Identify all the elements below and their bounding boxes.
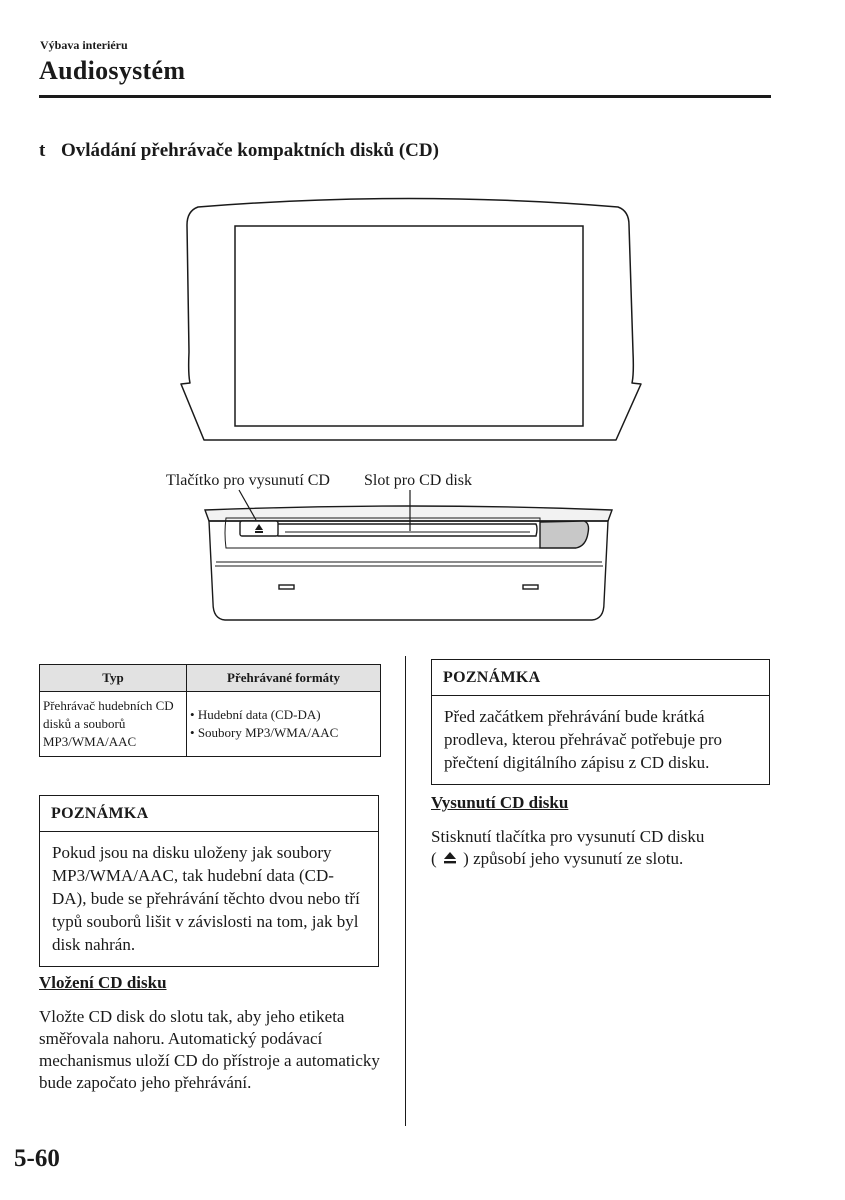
column-divider bbox=[405, 656, 406, 1126]
section-label: Výbava interiéru bbox=[40, 38, 128, 52]
format-item: • Soubory MP3/WMA/AAC bbox=[190, 724, 377, 742]
table-cell-type: Přehrávač hudebních CD disků a souborů MP3/WMA/AAC bbox=[40, 692, 187, 757]
cd-slot-callout: Slot pro CD disk bbox=[364, 472, 473, 489]
eject-text-before: Stisknutí tlačítka pro vysunutí CD disku bbox=[431, 827, 705, 846]
eject-button-callout: Tlačítko pro vysunutí CD bbox=[166, 472, 330, 489]
cd-unit bbox=[205, 506, 612, 620]
subsection-bullet: t bbox=[39, 140, 46, 161]
display-unit bbox=[181, 199, 641, 441]
table-header-formats: Přehrávané formáty bbox=[187, 665, 381, 692]
table-header-row bbox=[40, 665, 381, 692]
subsection-title: Ovládání přehrávače kompaktních disků (CD) bbox=[61, 140, 439, 161]
note-text: Před začátkem přehrávání bude krátká prodleva, kterou přehrávač potřebuje pro přečtení digitálního zápisu z CD disku. bbox=[444, 707, 723, 772]
eject-close-paren: ) bbox=[463, 849, 469, 868]
formats-table bbox=[39, 664, 381, 757]
note-box-right bbox=[431, 659, 770, 785]
page-number: 5-60 bbox=[14, 1145, 60, 1172]
note-title: POZNÁMKA bbox=[432, 660, 769, 696]
table-cell-formats bbox=[187, 692, 381, 757]
table-header-type: Typ bbox=[40, 665, 187, 692]
insert-cd-heading: Vložení CD disku bbox=[39, 973, 167, 992]
insert-cd-text: Vložte CD disk do slotu tak, aby jeho etiketa směřovala nahoru. Automatický podávací mechanismus uloží CD do přístroje a automaticky bude započato jeho přehrávání. bbox=[39, 1007, 380, 1092]
eject-icon bbox=[441, 851, 459, 865]
table-row bbox=[40, 692, 381, 757]
eject-open-paren: ( bbox=[431, 849, 437, 868]
display-screen bbox=[235, 226, 583, 426]
eject-cd-heading: Vysunutí CD disku bbox=[431, 793, 569, 812]
note-box-left bbox=[39, 795, 379, 967]
cd-slot bbox=[277, 524, 537, 536]
eject-cd-text bbox=[431, 826, 771, 870]
note-text: Pokud jsou na disku uloženy jak soubory MP3/WMA/AAC, tak hudební data (CD-DA), bude se přehrávání těchto dvou nebo tří typů souborů lišit v závislosti na tom, jak byl disk nahrán. bbox=[52, 843, 360, 954]
note-title: POZNÁMKA bbox=[40, 796, 378, 832]
chapter-title: Audiosystém bbox=[39, 56, 186, 85]
format-item: • Hudební data (CD-DA) bbox=[190, 706, 377, 724]
eject-text-after: způsobí jeho vysunutí ze slotu. bbox=[473, 849, 684, 868]
